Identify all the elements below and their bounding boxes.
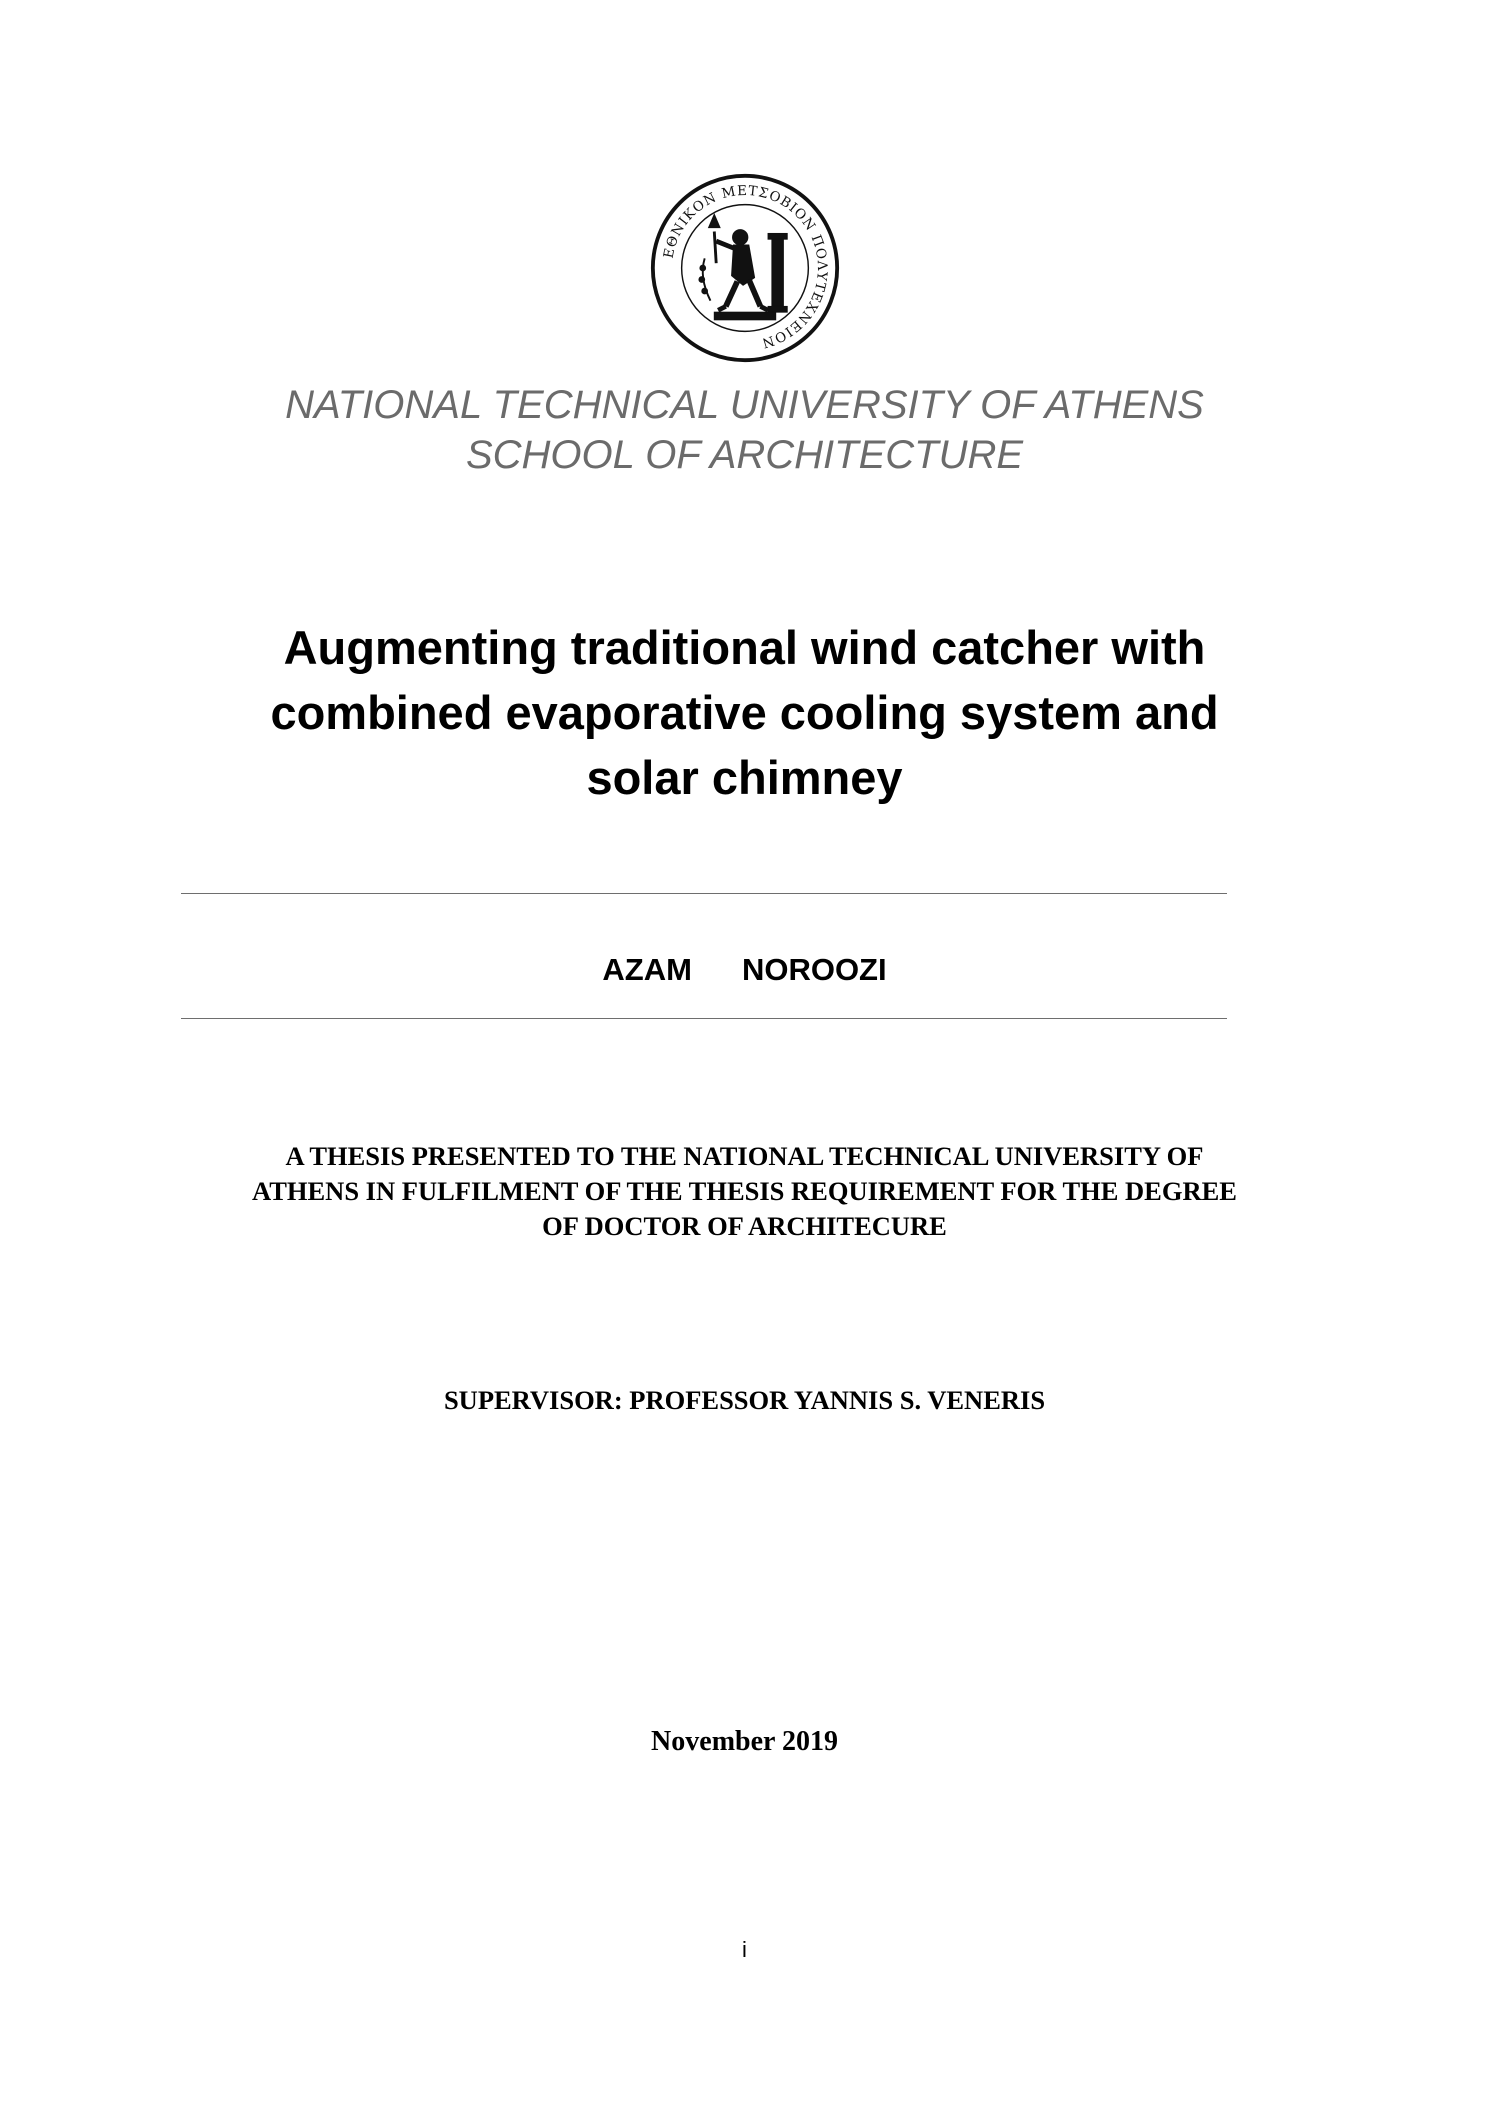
university-name: NATIONAL TECHNICAL UNIVERSITY OF ATHENS xyxy=(285,383,1204,427)
statement-line: OF DOCTOR OF ARCHITECURE xyxy=(542,1211,947,1241)
thesis-title xyxy=(0,615,1489,810)
title-line: solar chimney xyxy=(586,751,903,804)
title-line: combined evaporative cooling system and xyxy=(270,686,1219,739)
author-name xyxy=(0,950,1489,990)
university-seal-icon xyxy=(649,172,841,364)
divider-bottom xyxy=(181,1018,1227,1019)
supervisor-line: SUPERVISOR: PROFESSOR YANNIS S. VENERIS xyxy=(443,1385,1046,1415)
title-line: Augmenting traditional wind catcher with xyxy=(283,621,1206,674)
submission-date: November 2019 xyxy=(651,1726,838,1757)
institution-block xyxy=(0,380,1489,480)
divider-top xyxy=(181,893,1227,894)
page-number: i xyxy=(742,1937,747,1962)
thesis-statement xyxy=(0,1139,1489,1244)
school-name: SCHOOL OF ARCHITECTURE xyxy=(465,433,1024,477)
author-last-name: NOROOZI xyxy=(741,952,887,987)
statement-line: ATHENS IN FULFILMENT OF THE THESIS REQUIREMENT FOR THE DEGREE xyxy=(252,1176,1237,1206)
author-first-name: AZAM xyxy=(602,952,692,987)
statement-line: A THESIS PRESENTED TO THE NATIONAL TECHNICAL UNIVERSITY OF xyxy=(285,1141,1204,1171)
seal-text: ΕΘΝΙΚΟΝ ΜΕΤΣΟΒΙΟΝ ΠΟΛΥΤΕΧΝΕΙΟΝ xyxy=(661,183,830,351)
